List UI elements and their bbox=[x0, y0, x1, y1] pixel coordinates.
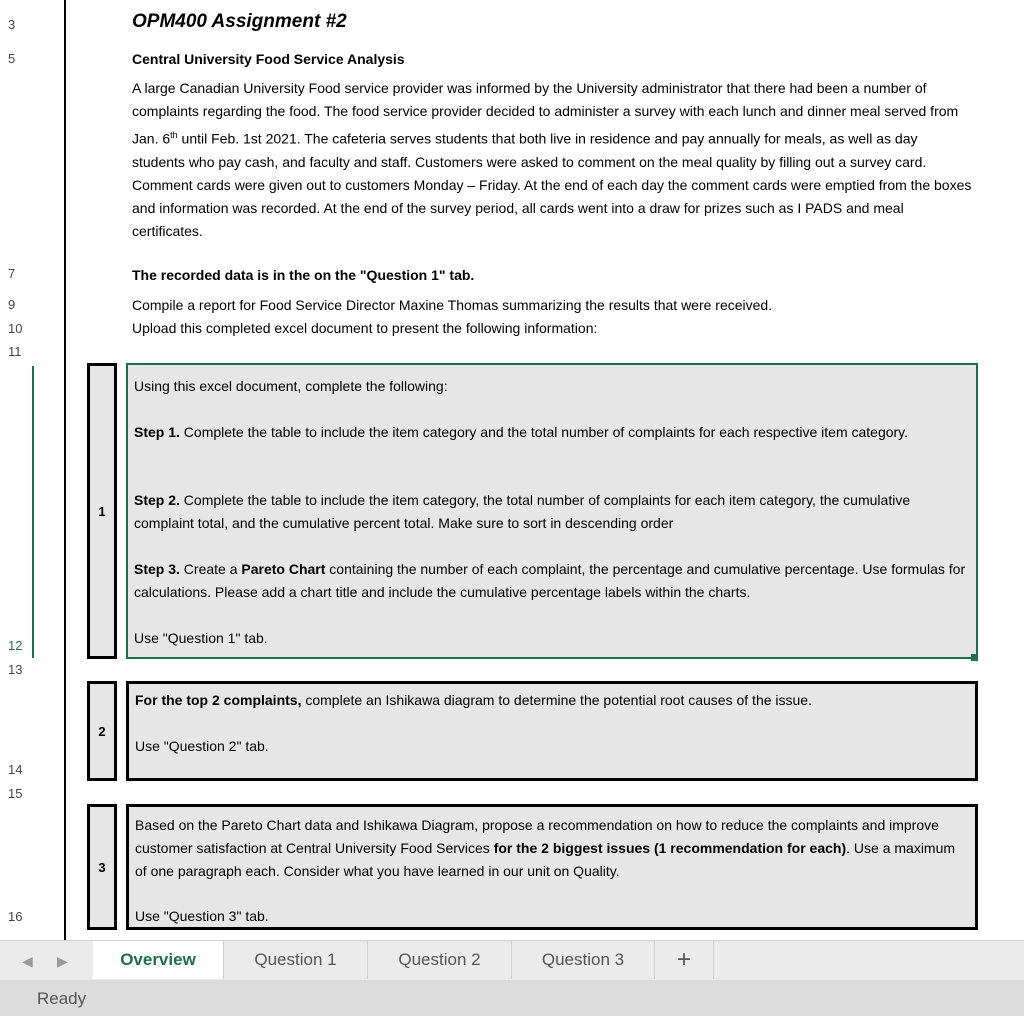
tab-overview[interactable]: Overview bbox=[93, 941, 224, 979]
row-number[interactable]: 10 bbox=[8, 321, 23, 336]
upload-line[interactable]: Upload this completed excel document to present the following information: bbox=[132, 320, 598, 336]
assignment-subtitle[interactable]: Central University Food Service Analysis bbox=[132, 51, 405, 67]
sheet-tab-bar bbox=[0, 940, 1024, 981]
step-2-label: Step 2. bbox=[134, 492, 180, 508]
q1-use-tab: Use "Question 1" tab. bbox=[134, 630, 268, 646]
q1-step-1 bbox=[134, 421, 970, 444]
status-text: Ready bbox=[37, 989, 87, 1008]
q3-use-tab: Use "Question 3" tab. bbox=[135, 908, 269, 924]
row-number[interactable]: 13 bbox=[8, 662, 23, 677]
row-number[interactable]: 9 bbox=[8, 297, 16, 312]
row-number[interactable]: 14 bbox=[8, 762, 23, 777]
intro-paragraph[interactable] bbox=[132, 77, 972, 244]
step-2-text: Complete the table to include the item category, the total number of complaints for each item category, the cumulative complaint total, and the cumulative percent total. Make sure to sort in descending order bbox=[134, 492, 911, 531]
question-1-number[interactable]: 1 bbox=[87, 363, 117, 659]
gutter-divider bbox=[64, 0, 66, 940]
row-selection-indicator bbox=[32, 366, 34, 658]
q3-bold: for the 2 biggest issues (1 recommendation for each) bbox=[493, 840, 847, 856]
q3-text-c: . Use a maximum of one paragraph each. Consider what you have learned in our unit on Quality. bbox=[135, 840, 956, 879]
step-3-text-a: Create a bbox=[179, 561, 242, 577]
fill-handle[interactable] bbox=[971, 654, 978, 661]
step-1-text: Complete the table to include the item category and the total number of complaints for each respective item category. bbox=[179, 424, 909, 440]
step-3-label: Step 3. bbox=[134, 561, 180, 577]
recorded-data-note[interactable]: The recorded data is in the on the "Question 1" tab. bbox=[132, 267, 475, 283]
step-3-text-b: containing the number of each complaint, the percentage and cumulative percentage. Use formulas for calculations. Please add a chart title and include the cumulative percentage labels within the charts. bbox=[134, 561, 966, 600]
tab-question-3[interactable]: Question 3 bbox=[512, 941, 655, 979]
tab-question-2[interactable]: Question 2 bbox=[368, 941, 512, 979]
add-sheet-button[interactable]: + bbox=[655, 941, 714, 979]
step-1-label: Step 1. bbox=[134, 424, 180, 440]
question-2-number[interactable]: 2 bbox=[87, 681, 117, 781]
question-2-cell[interactable] bbox=[126, 681, 978, 781]
step-3-pareto: Pareto Chart bbox=[241, 561, 326, 577]
question-1-cell[interactable] bbox=[126, 363, 978, 659]
question-3-cell[interactable] bbox=[126, 804, 978, 930]
row-number[interactable]: 16 bbox=[8, 909, 23, 924]
tab-question-1[interactable]: Question 1 bbox=[224, 941, 368, 979]
q2-bold: For the top 2 complaints, bbox=[135, 692, 302, 708]
assignment-title[interactable]: OPM400 Assignment #2 bbox=[132, 11, 347, 32]
row-number[interactable]: 11 bbox=[8, 344, 22, 359]
intro-part-1: A large Canadian University Food service provider was informed by the University administrator that there had been a number of complaints regarding the food. The food service provider decided to administer a survey with each lunch and dinner meal served from Jan. 6 bbox=[132, 80, 959, 147]
q2-use-tab: Use "Question 2" tab. bbox=[135, 738, 269, 754]
intro-superscript: th bbox=[170, 129, 178, 140]
scroll-tabs-right-icon[interactable]: ▶ bbox=[57, 953, 68, 969]
q1-step-2 bbox=[134, 489, 970, 535]
q1-step-3 bbox=[134, 558, 970, 604]
q1-intro: Using this excel document, complete the following: bbox=[134, 378, 448, 394]
row-number[interactable]: 12 bbox=[8, 638, 23, 653]
q3-text-a: Based on the Pareto Chart data and Ishikawa Diagram, propose a recommendation on how to reduce the complaints and improve customer satisfaction at Central University Food Services bbox=[135, 817, 939, 856]
row-number[interactable]: 3 bbox=[8, 17, 16, 32]
row-number[interactable]: 5 bbox=[8, 51, 16, 66]
q2-instruction bbox=[135, 689, 969, 712]
compile-report-line[interactable]: Compile a report for Food Service Director Maxine Thomas summarizing the results that were received. bbox=[132, 297, 773, 313]
q3-instruction bbox=[135, 814, 969, 883]
row-number[interactable]: 15 bbox=[8, 786, 23, 801]
scroll-tabs-left-icon[interactable]: ◀ bbox=[22, 953, 33, 969]
row-number[interactable]: 7 bbox=[8, 266, 16, 281]
q2-text: complete an Ishikawa diagram to determine the potential root causes of the issue. bbox=[301, 692, 812, 708]
intro-part-2: until Feb. 1st 2021. The cafeteria serves students that both live in residence and pay annually for meals, as well as day students who pay cash, and faculty and staff. Customers were asked to comment on the meal quality by filling out a survey card. Comment cards were given out to customers Monday – Friday. At the end of each day the comment cards were emptied from the boxes and information was recorded. At the end of the survey period, all cards went into a draw for prizes such as I PADS and meal certificates. bbox=[132, 130, 972, 240]
question-3-number[interactable]: 3 bbox=[87, 804, 117, 930]
status-bar bbox=[0, 980, 1024, 1016]
